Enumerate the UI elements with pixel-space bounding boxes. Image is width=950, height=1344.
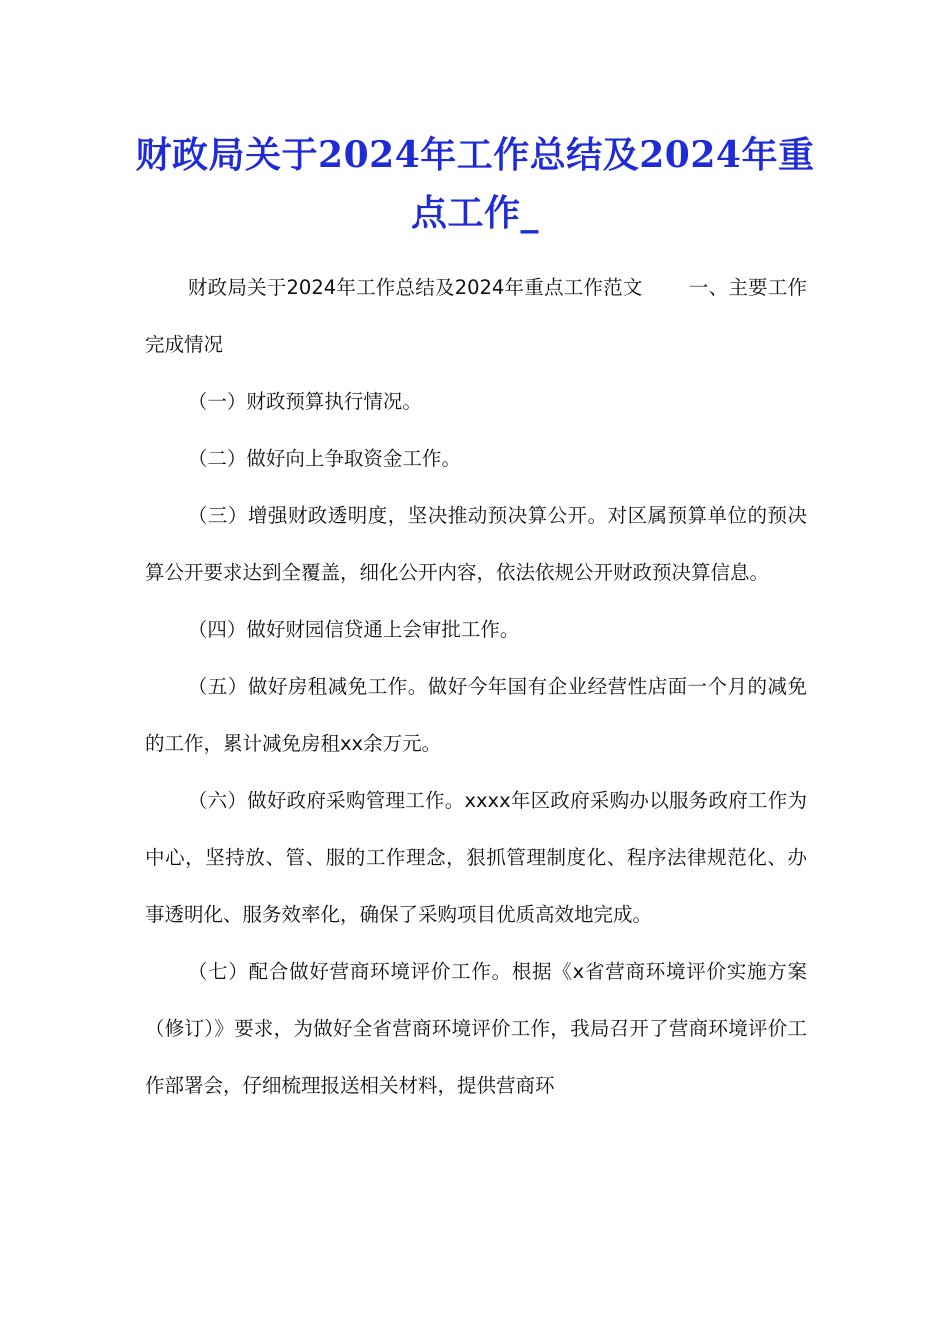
paragraph-1: （一）财政预算执行情况。 (187, 390, 422, 413)
intro-text: 财政局关于2024年工作总结及2024年重点工作范文 (187, 276, 643, 299)
paragraph-4: （四）做好财园信贷通上会审批工作。 (187, 618, 520, 641)
paragraph-6: （六）做好政府采购管理工作。xxxx年区政府采购办以服务政府工作为中心，坚持放、管、服的工作理念，狠抓管理制度化、程序法律规范化、办事透明化、服务效率化，确保了采购项目优质高效地完成。 (145, 789, 807, 926)
paragraph-5: （五）做好房租减免工作。做好今年国有企业经营性店面一个月的减免的工作，累计减免房租xx余万元。 (145, 675, 807, 755)
paragraph-7: （七）配合做好营商环境评价工作。根据《x省营商环境评价实施方案（修订）》要求，为做好全省营商环境评价工作，我局召开了营商环境评价工作部署会，仔细梳理报送相关材料，提供营商环 (145, 960, 807, 1097)
paragraph-2: （二）做好向上争取资金工作。 (187, 447, 461, 470)
paragraph-3: （三）增强财政透明度，坚决推动预决算公开。对区属预算单位的预决算公开要求达到全覆盖，细化公开内容，依法依规公开财政预决算信息。 (145, 504, 807, 584)
section-heading: 一、主要工作完成情况 (145, 276, 807, 356)
document-title: 财政局关于2024年工作总结及2024年重点工作_ (135, 134, 815, 234)
document-body (145, 259, 807, 1114)
intro-paragraph (145, 259, 807, 373)
